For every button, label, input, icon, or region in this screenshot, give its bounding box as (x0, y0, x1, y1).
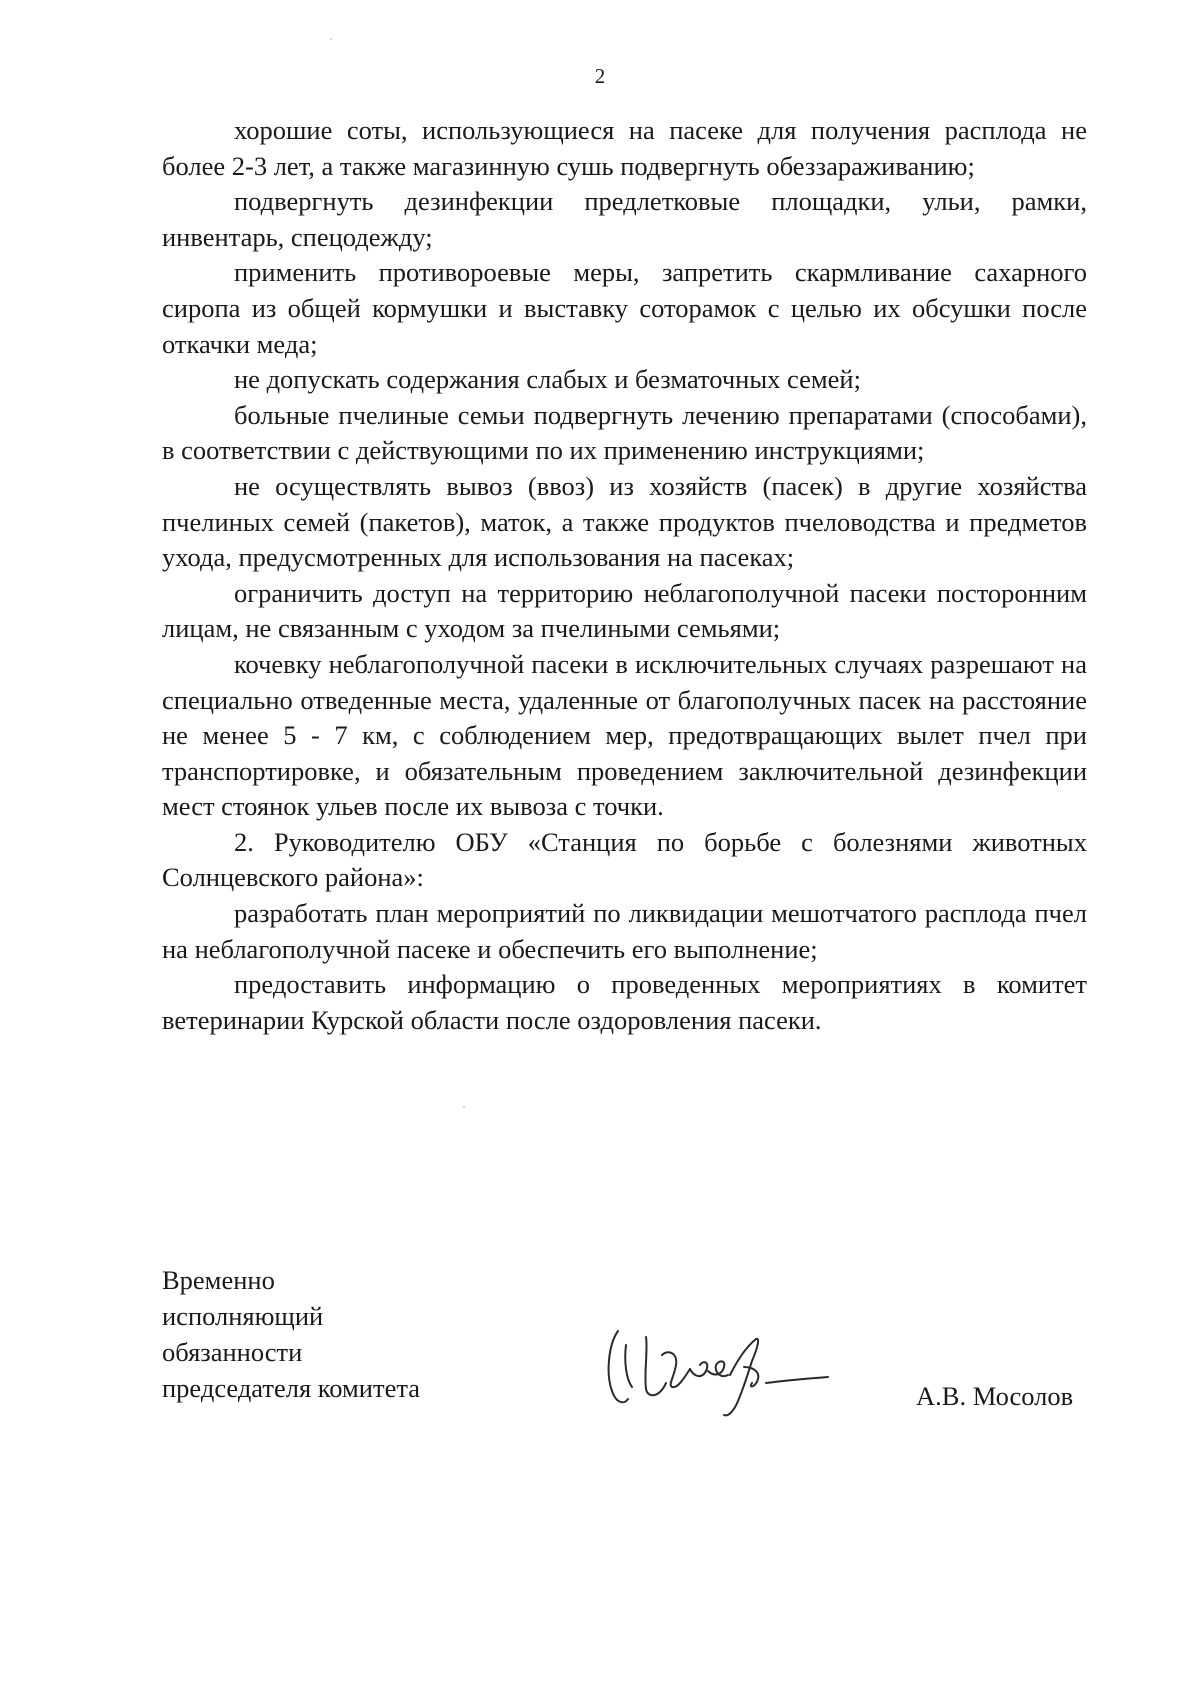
position-line: обязанности (162, 1337, 303, 1367)
signer-name: А.В. Мосолов (916, 1381, 1074, 1411)
paragraph: хорошие соты, использующиеся на пасеке для получения расплода не более 2-3 лет, а также магазинную сушь подвергнуть обеззараживанию; (162, 115, 1087, 181)
scan-speck (330, 38, 332, 40)
paragraph: кочевку неблагополучной пасеки в исключительных случаях разрешают на специально отведенные места, удаленные от благополучных пасек на расстояние не менее 5 - 7 км, с соблюдением мер, предотвращающих вылет пчел при транспортировке, и обязательным проведением заключительной дезинфекции мест стоянок ульев после их вывоза с точки. (162, 648, 1087, 822)
scan-speck (463, 1106, 465, 1108)
paragraph: не осуществлять вывоз (ввоз) из хозяйств (пасек) в другие хозяйства пчелиных семей (пакетов), маток, а также продуктов пчеловодства и предметов ухода, предусмотренных для использования на пасеках; (162, 470, 1087, 573)
paragraph: подвергнуть дезинфекции предлетковые площадки, ульи, рамки, инвентарь, спецодежду; (162, 186, 1087, 252)
body-text (162, 113, 1087, 1038)
position-line: председателя комитета (162, 1373, 420, 1403)
signature-position-title (162, 1262, 420, 1406)
paragraph: применить противороевые меры, запретить скармливание сахарного сиропа из общей кормушки и выставку соторамок с целью их обсушки после откачки меда; (162, 257, 1087, 359)
paragraph: разработать план мероприятий по ликвидации мешотчатого расплода пчел на неблагополучной пасеке и обеспечить его выполнение; (162, 898, 1087, 964)
paragraph: предоставить информацию о проведенных мероприятиях в комитет ветеринарии Курской области после оздоровления пасеки. (162, 969, 1087, 1035)
paragraph: больные пчелиные семьи подвергнуть лечению препаратами (способами), в соответствии с действующими по их применению инструкциями; (162, 399, 1087, 466)
paragraph: ограничить доступ на территорию неблагополучной пасеки посторонним лицам, не связанным с уходом за пчелиными семьями; (162, 577, 1087, 644)
paragraph: не допускать содержания слабых и безматочных семей; (234, 364, 861, 395)
position-line: Временно (162, 1265, 275, 1295)
page-number: 2 (594, 64, 606, 88)
position-line: исполняющий (162, 1301, 324, 1331)
handwritten-signature (606, 1325, 836, 1435)
paragraph: 2. Руководителю ОБУ «Станция по борьбе с болезнями животных Солнцевского района»: (162, 826, 1087, 893)
